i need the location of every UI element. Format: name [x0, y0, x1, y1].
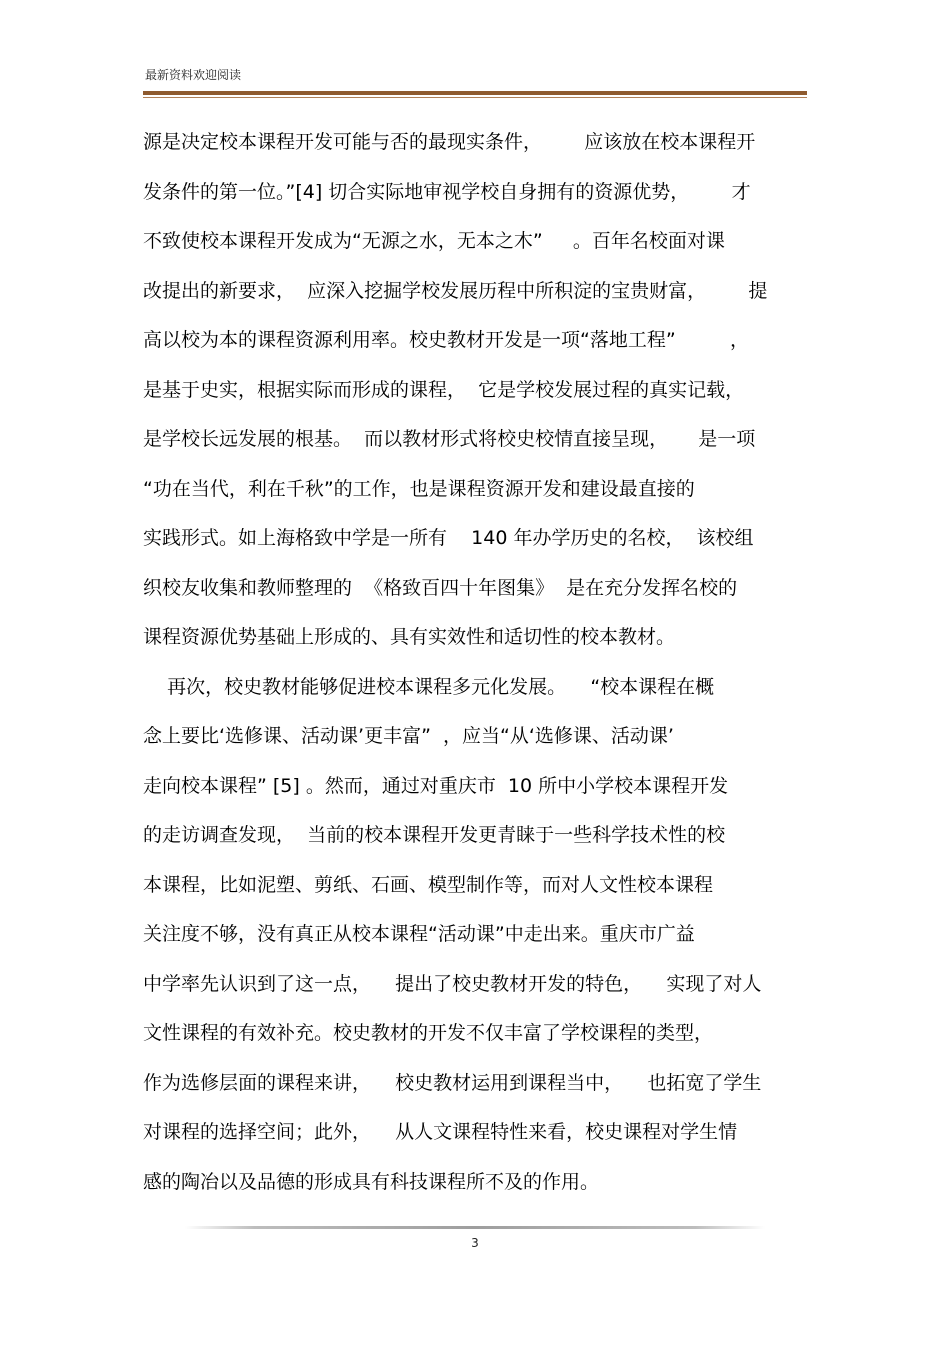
text-line: 改提出的新要求， 应深入挖掘学校发展历程中所积淀的宝贵财富， 提 — [143, 279, 768, 302]
text-line: 是基于史实，根据实际而形成的课程， 它是学校发展过程的真实记载， — [143, 378, 745, 401]
text-line: 实践形式。如上海格致中学是一所有 140 年办学历史的名校， 该校组 — [143, 527, 754, 549]
text-line: 对课程的选择空间；此外， 从人文课程特性来看，校史课程对学生情 — [143, 1121, 738, 1143]
text-line: 的走访调查发现， 当前的校本课程开发更青睐于一些科学技术性的校 — [143, 824, 726, 846]
running-header: 最新资料欢迎阅读 — [145, 68, 242, 82]
text-line: 本课程，比如泥塑、剪纸、石画、模型制作等，而对人文性校本课程 — [143, 873, 714, 896]
paragraph-start-line: 再次，校史教材能够促进校本课程多元化发展。 “校本课程在概 — [143, 675, 715, 698]
text-line: 高以校为本的课程资源利用率。校史教材开发是一项“落地工程” ， — [143, 329, 750, 351]
header-divider — [143, 91, 807, 95]
text-line: “功在当代，利在千秋”的工作，也是课程资源开发和建设最直接的 — [143, 477, 695, 500]
text-line: 感的陶冶以及品德的形成具有科技课程所不及的作用。 — [143, 1170, 600, 1193]
text-line: 是学校长远发展的根基。 而以教材形式将校史校情直接呈现， 是一项 — [143, 428, 756, 450]
text-line: 作为选修层面的课程来讲， 校史教材运用到课程当中， 也拓宽了学生 — [143, 1071, 762, 1094]
text-line: 中学率先认识到了这一点， 提出了校史教材开发的特色， 实现了对人 — [143, 972, 762, 995]
text-line: 织校友收集和教师整理的 《格致百四十年图集》 是在充分发挥名校的 — [143, 576, 738, 599]
text-line: 念上要比‘选修课、活动课’更丰富” ，应当“从‘选修课、活动课’ — [143, 725, 674, 747]
header-divider-thin — [143, 97, 807, 98]
body-text — [143, 124, 807, 1213]
page-number: 3 — [471, 1236, 479, 1250]
text-line: 发条件的第一位。”[4] 切合实际地审视学校自身拥有的资源优势， 才 — [143, 180, 751, 203]
text-line: 源是决定校本课程开发可能与否的最现实条件， 应该放在校本课程开 — [143, 131, 756, 153]
text-line: 关注度不够，没有真正从校本课程“活动课”中走出来。重庆市广益 — [143, 923, 695, 945]
text-line: 不致使校本课程开发成为“无源之水，无本之木” 。百年名校面对课 — [143, 230, 725, 252]
text-line: 课程资源优势基础上形成的、具有实效性和适切性的校本教材。 — [143, 626, 676, 648]
text-line: 文性课程的有效补充。校史教材的开发不仅丰富了学校课程的类型， — [143, 1022, 714, 1044]
text-line: 走向校本课程” [5] 。然而，通过对重庆市 10 所中小学校本课程开发 — [143, 774, 729, 797]
footer-divider — [185, 1226, 765, 1229]
